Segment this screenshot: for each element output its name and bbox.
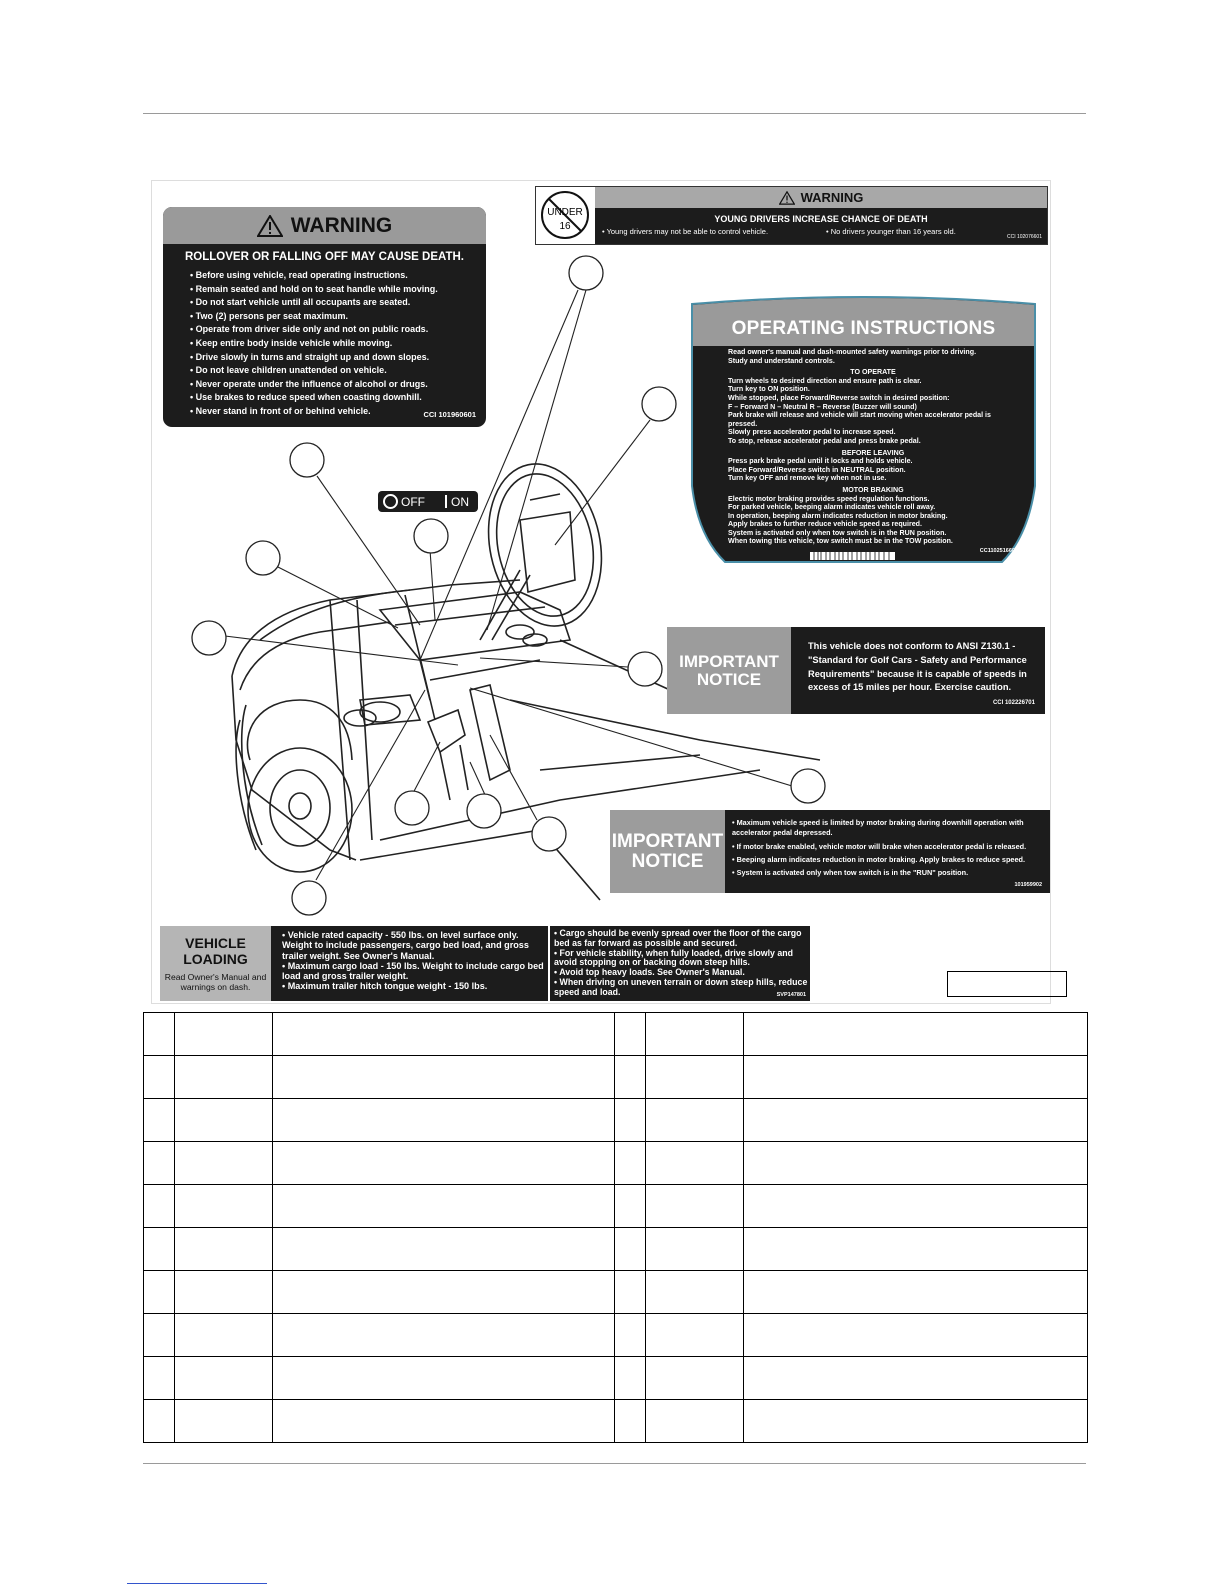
loading-divider: [548, 926, 550, 1001]
off-circle-icon: [383, 494, 398, 509]
warning-triangle-icon: [257, 215, 283, 237]
icon-text-under: UNDER: [547, 207, 583, 218]
vehicle-loading-title: LOADING: [183, 951, 248, 967]
list-item: • For vehicle stability, when fully loaded, drive slowly and avoid stopping on or backing down steep hills.: [554, 947, 794, 968]
callout-legend-table: [143, 1012, 1088, 1443]
young-warning-title: WARNING: [800, 190, 864, 205]
list-item: Place Forward/Reverse switch in NEUTRAL position.: [728, 465, 906, 474]
list-item: While stopped, place Forward/Reverse switch in desired position:: [728, 393, 950, 402]
list-item: • Use brakes to reduce speed when coasting downhill.: [190, 391, 486, 405]
list-item: • When driving on uneven terrain or down steep hills, reduce speed and load.: [554, 976, 808, 997]
vehicle-loading-note: Read Owner's Manual and warnings on dash.: [164, 972, 267, 992]
young-warning-bullet: • No drivers younger than 16 years old.: [826, 227, 956, 236]
vehicle-loading-title: VEHICLE: [185, 935, 246, 951]
section-heading: TO OPERATE: [850, 368, 896, 377]
warning-title: WARNING: [290, 213, 393, 237]
list-item: In operation, beeping alarm indicates reduction in motor braking.: [728, 511, 948, 520]
callout-circle: [628, 652, 662, 686]
list-item: • Maximum cargo load - 150 lbs. Weight to include cargo bed load and gross trailer weight.: [282, 960, 544, 982]
notice-label: IMPORTANT NOTICE: [610, 810, 725, 893]
list-item: • Maximum trailer hitch tongue weight - 150 lbs.: [282, 981, 488, 992]
table-row: [144, 1400, 1088, 1443]
no-under-16-icon: [536, 187, 595, 244]
list-item: • Operate from driver side only and not on public roads.: [190, 323, 486, 337]
list-item: For parked vehicle, beeping alarm indicates vehicle roll away.: [728, 503, 936, 512]
warning-header: [163, 207, 486, 244]
table-row: [144, 1013, 1088, 1056]
footer-link-underline[interactable]: [127, 1583, 267, 1584]
vehicle-loading-decal: [160, 926, 810, 1001]
decal-code: CCI 101960601: [423, 410, 476, 419]
list-item: • Cargo should be evenly spread over the floor of the cargo bed as far forward as possible and secured.: [554, 928, 802, 948]
header-rule: [143, 113, 1086, 114]
list-item: System is activated only when tow switch is in the RUN position.: [728, 528, 947, 537]
list-item: • Before using vehicle, read operating instructions.: [190, 269, 486, 283]
motor-braking-notice-decal: [610, 810, 1050, 893]
icon-text-16: 16: [559, 221, 571, 232]
list-item: • Maximum vehicle speed is limited by motor braking during downhill operation with accelerator pedal depressed.: [732, 818, 1024, 838]
loading-column-1: [282, 930, 546, 992]
table-row: [144, 1271, 1088, 1314]
decal-code: SVP147801: [776, 992, 806, 998]
list-item: • Never operate under the influence of alcohol or drugs.: [190, 378, 486, 392]
list-item: Slowly press accelerator pedal to increase speed.: [728, 428, 896, 437]
notice-text: [732, 818, 1047, 878]
on-bar-icon: [445, 495, 447, 508]
list-item: Study and understand controls.: [728, 356, 835, 365]
loading-column-2: [554, 929, 808, 998]
callout-circle: [532, 817, 566, 851]
on-label: ON: [451, 494, 469, 509]
list-item: Turn key to ON position.: [728, 385, 810, 394]
operating-instructions-text: [728, 348, 1018, 556]
rollover-warning-decal: [163, 207, 486, 427]
callout-circle: [642, 387, 676, 421]
figure-reference-box: [947, 971, 1067, 997]
list-item: Turn key OFF and remove key when not in use.: [728, 474, 887, 483]
table-row: [144, 1357, 1088, 1400]
list-item: Turn wheels to desired direction and ensure path is clear.: [728, 376, 922, 385]
callout-circle: [395, 791, 429, 825]
list-item: • Avoid top heavy loads. See Owner's Manual.: [554, 967, 745, 978]
callout-circle: [290, 443, 324, 477]
list-item: Press park brake pedal until it locks and holds vehicle.: [728, 457, 913, 466]
young-warning-bullet: • Young drivers may not be able to control vehicle.: [602, 227, 769, 236]
warning-triangle-icon: [779, 191, 795, 205]
decal-code: CCI 102226701: [992, 700, 1035, 706]
table-row: [144, 1142, 1088, 1185]
vehicle-loading-label: [160, 926, 271, 1001]
table-row: [144, 1228, 1088, 1271]
off-label: OFF: [401, 494, 425, 509]
list-item: Apply brakes to further reduce vehicle speed as required.: [728, 520, 922, 529]
list-item: • Keep entire body inside vehicle while moving.: [190, 337, 486, 351]
list-item: • Never stand in front of or behind vehicle.: [190, 405, 486, 419]
table-row: [144, 1099, 1088, 1142]
list-item: • Vehicle rated capacity - 550 lbs. on level surface only. Weight to include passengers, cargo bed load, and gross trailer weight. See Owner's Manual.: [282, 930, 529, 961]
notice-text: This vehicle does not conform to ANSI Z130.1 - "Standard for Golf Cars - Safety and Performance Requirements" because it is capable of speeds in excess of 15 miles per hour. Exercise caution.: [808, 641, 1027, 693]
decal-code: CC1102516601: [979, 548, 1018, 555]
list-item: F – Forward N – Neutral R – Reverse (Buzzer will sound): [728, 402, 917, 411]
footer-rule: [143, 1463, 1086, 1464]
list-item: • Two (2) persons per seat maximum.: [190, 310, 486, 324]
callout-circle: [414, 519, 448, 553]
operating-instructions-title: OPERATING INSTRUCTIONS: [731, 318, 996, 339]
young-warning-header: [595, 187, 1047, 208]
list-item: • Drive slowly in turns and straight up and down slopes.: [190, 351, 486, 365]
young-warning-subtitle: YOUNG DRIVERS INCREASE CHANCE OF DEATH: [714, 214, 928, 224]
list-item: • Beeping alarm indicates reduction in motor braking. Apply brakes to reduce speed.: [732, 854, 1026, 864]
list-item: To stop, release accelerator pedal and press brake pedal.: [728, 436, 921, 445]
list-item: When towing this vehicle, tow switch must be in the TOW position.: [728, 537, 953, 546]
section-heading: MOTOR BRAKING: [842, 485, 904, 494]
list-item: • System is activated only when tow switch is in the "RUN" position.: [732, 868, 969, 878]
table-row: [144, 1185, 1088, 1228]
key-switch-decal: [378, 491, 478, 512]
callout-circle: [192, 621, 226, 655]
table-row: [144, 1056, 1088, 1099]
callout-circle: [292, 881, 326, 915]
list-item: • Do not leave children unattended on vehicle.: [190, 364, 486, 378]
table-row: [144, 1314, 1088, 1357]
list-item: • Remain seated and hold on to seat handle while moving.: [190, 283, 486, 297]
young-drivers-warning-decal: [535, 186, 1048, 245]
list-item: Electric motor braking provides speed regulation functions.: [728, 494, 930, 503]
list-item: • If motor brake enabled, vehicle motor will brake when accelerator pedal is released.: [732, 841, 1027, 851]
list-item: • Do not start vehicle until all occupants are seated.: [190, 296, 486, 310]
decal-code: CCI 102076601: [1006, 234, 1042, 240]
warning-subtitle: ROLLOVER OR FALLING OFF MAY CAUSE DEATH.: [185, 251, 464, 263]
callout-circle: [791, 769, 825, 803]
callout-circle: [569, 256, 603, 290]
callout-circle: [467, 794, 501, 828]
ansi-notice-decal: [667, 627, 1045, 714]
warning-list: [190, 269, 486, 419]
notice-label: IMPORTANT NOTICE: [667, 627, 791, 714]
callout-circle: [246, 541, 280, 575]
section-heading: BEFORE LEAVING: [841, 448, 905, 457]
list-item: Read owner's manual and dash-mounted safety warnings prior to driving.: [728, 348, 977, 356]
decal-code: 101959902: [1014, 882, 1042, 888]
list-item: Park brake will release and vehicle will start moving when accelerator pedal is pressed.: [728, 411, 991, 428]
